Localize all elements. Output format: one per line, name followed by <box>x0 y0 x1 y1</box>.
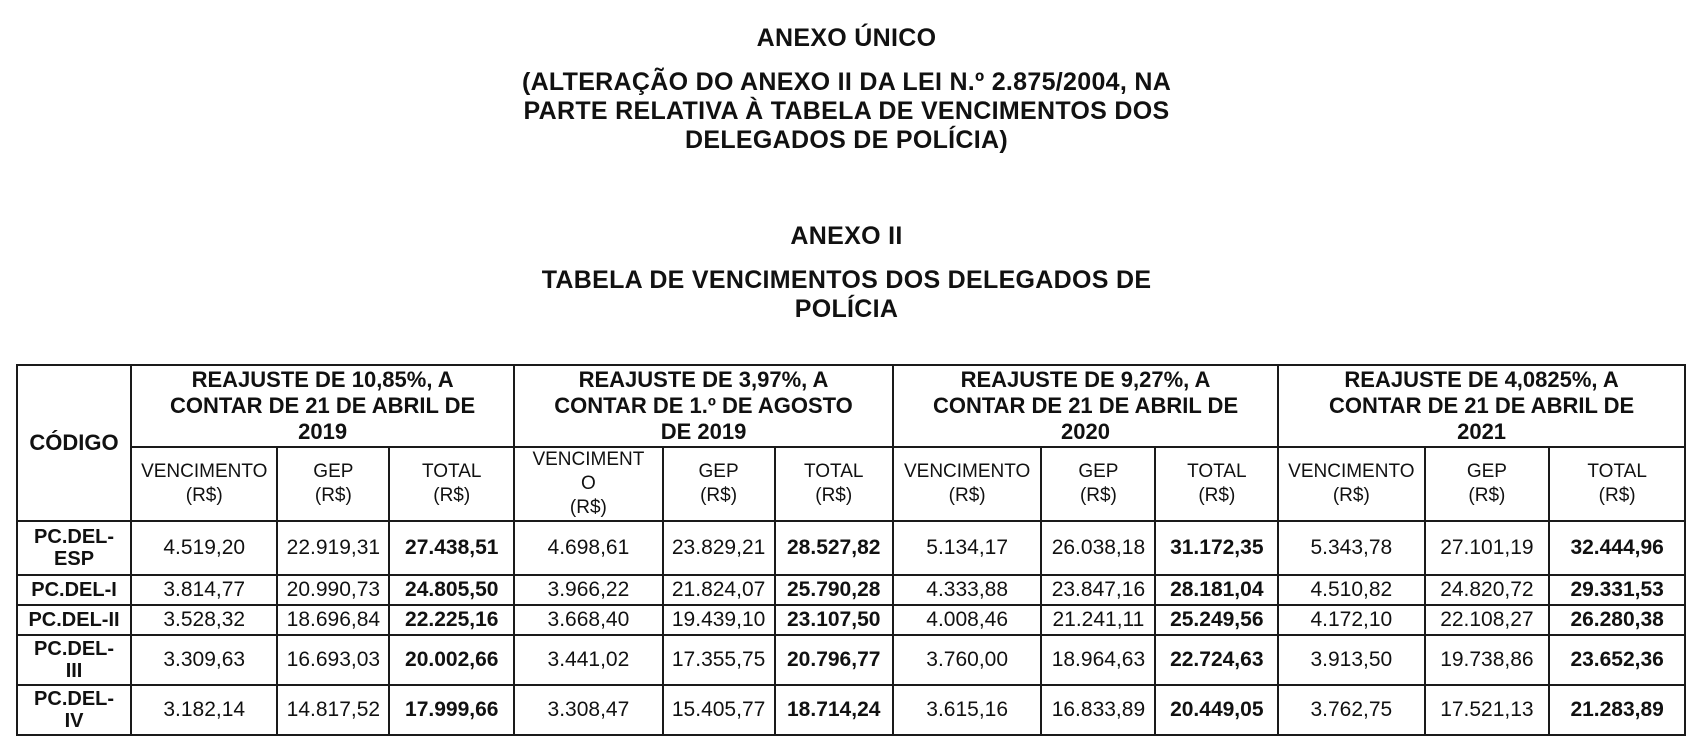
salary-cell: 5.343,78 <box>1278 521 1424 575</box>
salary-cell: 4.333,88 <box>893 575 1041 605</box>
column-header-row <box>17 447 1685 521</box>
group-header-line: 2020 <box>1061 419 1110 444</box>
gep-cell: 20.990,73 <box>277 575 389 605</box>
salary-column-header <box>893 447 1041 521</box>
alteration-note <box>0 68 1693 155</box>
alteration-note-line: DELEGADOS DE POLÍCIA) <box>685 126 1008 154</box>
salary-cell: 3.615,16 <box>893 685 1041 735</box>
row-code <box>17 635 131 685</box>
table-title <box>0 266 1693 324</box>
gep-cell: 21.241,11 <box>1041 605 1155 635</box>
column-header-line: (R$) <box>433 485 471 506</box>
group-header-line: REAJUSTE DE 4,0825%, A <box>1344 367 1619 392</box>
salary-cell: 3.668,40 <box>514 605 662 635</box>
salary-cell: 3.966,22 <box>514 575 662 605</box>
salary-cell: 3.441,02 <box>514 635 662 685</box>
total-cell: 28.527,82 <box>775 521 893 575</box>
salary-cell: 3.814,77 <box>131 575 277 605</box>
salary-cell: 3.308,47 <box>514 685 662 735</box>
adjustment-group-header <box>514 365 893 447</box>
row-code-line: PC.DEL- <box>34 526 115 548</box>
row-code-line: PC.DEL-I <box>31 579 117 601</box>
total-cell: 25.790,28 <box>775 575 893 605</box>
salary-cell: 5.134,17 <box>893 521 1041 575</box>
table-title-line: POLÍCIA <box>794 295 899 323</box>
total-cell: 20.002,66 <box>389 635 514 685</box>
salary-cell: 3.762,75 <box>1278 685 1424 735</box>
gep-cell: 21.824,07 <box>663 575 775 605</box>
row-code <box>17 685 131 735</box>
gep-column-header <box>277 447 389 521</box>
column-header-line: (R$) <box>1598 485 1636 506</box>
total-cell: 23.107,50 <box>775 605 893 635</box>
gep-column-header <box>1425 447 1550 521</box>
gep-cell: 18.964,63 <box>1041 635 1155 685</box>
table-body <box>17 521 1685 735</box>
salary-column-header <box>1278 447 1424 521</box>
total-cell: 18.714,24 <box>775 685 893 735</box>
total-cell: 29.331,53 <box>1549 575 1685 605</box>
total-cell: 21.283,89 <box>1549 685 1685 735</box>
row-code <box>17 575 131 605</box>
total-cell: 17.999,66 <box>389 685 514 735</box>
total-cell: 31.172,35 <box>1155 521 1278 575</box>
salary-cell: 3.309,63 <box>131 635 277 685</box>
total-cell: 24.805,50 <box>389 575 514 605</box>
salary-cell: 4.510,82 <box>1278 575 1424 605</box>
column-header-line: VENCIMENTO <box>903 461 1031 482</box>
salary-cell: 3.528,32 <box>131 605 277 635</box>
gep-cell: 23.829,21 <box>663 521 775 575</box>
table-row <box>17 575 1685 605</box>
salary-cell: 3.760,00 <box>893 635 1041 685</box>
row-code-line: IV <box>64 710 84 732</box>
total-cell: 26.280,38 <box>1549 605 1685 635</box>
group-header-line: REAJUSTE DE 9,27%, A <box>960 367 1211 392</box>
row-code-line: PC.DEL- <box>34 638 115 660</box>
gep-cell: 27.101,19 <box>1425 521 1550 575</box>
group-header-line: CONTAR DE 21 DE ABRIL DE <box>1328 393 1635 418</box>
column-header-line: (R$) <box>314 485 352 506</box>
gep-cell: 26.038,18 <box>1041 521 1155 575</box>
total-column-header <box>389 447 514 521</box>
gep-cell: 18.696,84 <box>277 605 389 635</box>
column-header-line: GEP <box>313 461 354 482</box>
alteration-note-line: PARTE RELATIVA À TABELA DE VENCIMENTOS DOS <box>523 97 1170 125</box>
column-header-line: TOTAL <box>1187 461 1247 482</box>
total-cell: 20.796,77 <box>775 635 893 685</box>
column-header-line: (R$) <box>815 485 853 506</box>
column-header-line: GEP <box>1078 461 1119 482</box>
total-cell: 27.438,51 <box>389 521 514 575</box>
adjustment-group-header <box>131 365 514 447</box>
column-header-line: (R$) <box>700 485 738 506</box>
group-header-line: CONTAR DE 1.º DE AGOSTO <box>554 393 853 418</box>
salary-table <box>16 364 1686 736</box>
group-header-line: DE 2019 <box>660 419 747 444</box>
total-column-header <box>775 447 893 521</box>
salary-cell: 4.698,61 <box>514 521 662 575</box>
salary-cell: 4.008,46 <box>893 605 1041 635</box>
group-header-line: REAJUSTE DE 3,97%, A <box>578 367 829 392</box>
salary-cell: 3.913,50 <box>1278 635 1424 685</box>
adjustment-group-header <box>1278 365 1685 447</box>
row-code-line: III <box>65 660 83 682</box>
table-title-line: TABELA DE VENCIMENTOS DOS DELEGADOS DE <box>541 266 1152 294</box>
column-header-line: TOTAL <box>803 461 864 482</box>
table-row <box>17 685 1685 735</box>
column-header-line: VENCIMENTO <box>1288 461 1415 482</box>
gep-cell: 23.847,16 <box>1041 575 1155 605</box>
total-cell: 20.449,05 <box>1155 685 1278 735</box>
column-header-line: TOTAL <box>421 461 482 482</box>
row-code-line: ESP <box>54 548 95 570</box>
column-header-line: TOTAL <box>1587 461 1647 482</box>
total-cell: 32.444,96 <box>1549 521 1685 575</box>
gep-cell: 17.521,13 <box>1425 685 1550 735</box>
alteration-note-line: (ALTERAÇÃO DO ANEXO II DA LEI N.º 2.875/2004, NA <box>521 68 1172 96</box>
group-header-line: REAJUSTE DE 10,85%, A <box>191 367 454 392</box>
column-header-line: (R$) <box>1332 485 1370 506</box>
gep-cell: 16.693,03 <box>277 635 389 685</box>
column-header-line: (R$) <box>1079 485 1117 506</box>
gep-cell: 22.919,31 <box>277 521 389 575</box>
total-cell: 28.181,04 <box>1155 575 1278 605</box>
column-header-line: (R$) <box>1198 485 1236 506</box>
total-cell: 25.249,56 <box>1155 605 1278 635</box>
gep-column-header <box>663 447 775 521</box>
column-header-line: (R$) <box>185 485 223 506</box>
gep-cell: 16.833,89 <box>1041 685 1155 735</box>
salary-cell: 4.172,10 <box>1278 605 1424 635</box>
gep-cell: 22.108,27 <box>1425 605 1550 635</box>
total-column-header <box>1155 447 1278 521</box>
table-row <box>17 605 1685 635</box>
column-header-line: VENCIMENTO <box>141 461 268 482</box>
gep-cell: 17.355,75 <box>663 635 775 685</box>
group-header-row <box>17 365 1685 447</box>
total-cell: 22.225,16 <box>389 605 514 635</box>
column-header-line: (R$) <box>1468 485 1506 506</box>
total-cell: 23.652,36 <box>1549 635 1685 685</box>
annex-ii-title: ANEXO II <box>790 222 903 250</box>
row-code <box>17 605 131 635</box>
column-header-line: GEP <box>698 461 739 482</box>
group-header-line: 2019 <box>298 419 348 444</box>
table-row <box>17 635 1685 685</box>
salary-cell: 3.182,14 <box>131 685 277 735</box>
gep-column-header <box>1041 447 1155 521</box>
group-header-line: 2021 <box>1457 419 1507 444</box>
group-header-line: CONTAR DE 21 DE ABRIL DE <box>170 393 476 418</box>
column-header-line: O <box>581 473 596 494</box>
group-header-line: CONTAR DE 21 DE ABRIL DE <box>932 393 1239 418</box>
code-column-header: CÓDIGO <box>17 365 131 521</box>
column-header-line: (R$) <box>569 497 607 518</box>
gep-cell: 15.405,77 <box>663 685 775 735</box>
gep-cell: 24.820,72 <box>1425 575 1550 605</box>
gep-cell: 19.738,86 <box>1425 635 1550 685</box>
row-code <box>17 521 131 575</box>
column-header-line: GEP <box>1466 461 1507 482</box>
annex-unique-title: ANEXO ÚNICO <box>756 24 937 52</box>
adjustment-group-header <box>893 365 1278 447</box>
gep-cell: 14.817,52 <box>277 685 389 735</box>
salary-cell: 4.519,20 <box>131 521 277 575</box>
total-cell: 22.724,63 <box>1155 635 1278 685</box>
row-code-line: PC.DEL- <box>34 688 115 710</box>
salary-column-header <box>514 447 662 521</box>
salary-column-header <box>131 447 277 521</box>
column-header-line: (R$) <box>948 485 986 506</box>
table-row <box>17 521 1685 575</box>
total-column-header <box>1549 447 1685 521</box>
gep-cell: 19.439,10 <box>663 605 775 635</box>
column-header-line: VENCIMENT <box>532 449 645 470</box>
row-code-line: PC.DEL-II <box>28 609 120 631</box>
